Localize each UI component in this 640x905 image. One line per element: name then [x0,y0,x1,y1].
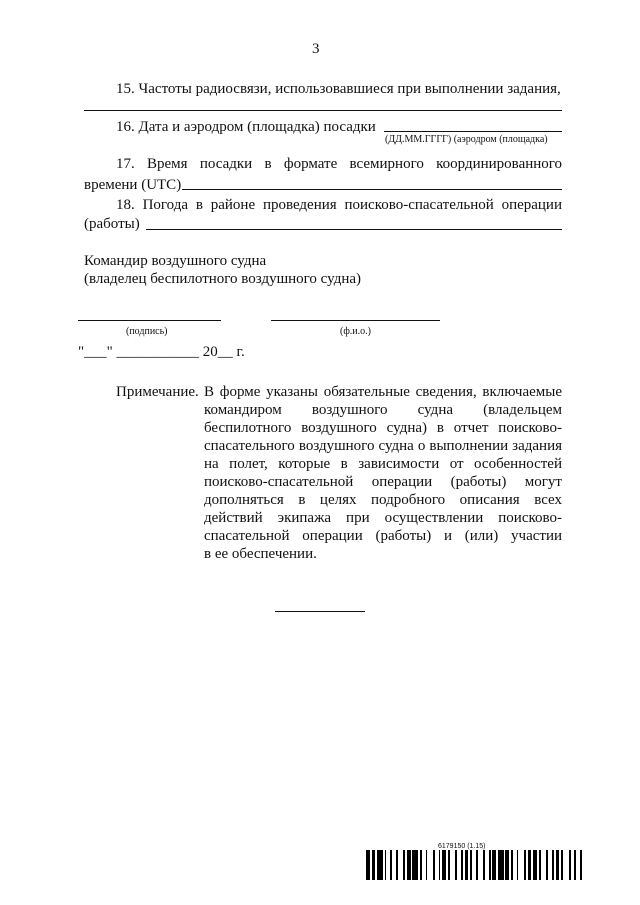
barcode-gap [582,850,584,880]
date-day-blank[interactable]: ___ [84,344,107,360]
date-year-prefix: 20 [202,344,218,360]
barcode-image [366,850,584,880]
note-line: беспилотного воздушного судна) в отчет поисково- [204,420,562,436]
note-line: спасательной операции (работы) и (или) участии [204,528,562,544]
note-line: спасательного воздушного судна о выполнении задания [204,438,562,454]
item16-blank-line[interactable] [384,131,562,132]
date-year-suffix: г. [236,344,245,360]
date-open-quote: " [78,344,85,360]
item17-word: в [264,156,272,172]
signature-line[interactable] [78,320,221,321]
date-close-quote: " [106,344,113,360]
note-line: поисково-спасательной операции (работы) могут [204,474,562,490]
item17-word: координированного [436,156,563,172]
barcode-code-text: 6179150 (1.15) [438,843,486,850]
date-year-blank[interactable]: __ [217,344,233,360]
commander-subtitle: (владелец беспилотного воздушного судна) [84,271,362,287]
date-month-blank[interactable]: ___________ [116,344,199,360]
item16-format-hint: (ДД.ММ.ГГГГ) (аэродром (площадка) [385,134,548,145]
item17-line1 [116,155,562,173]
note-last-line: в ее обеспечении. [204,546,317,562]
item17-word: посадки [199,156,253,172]
item17-word: всемирного [349,156,424,172]
note-line: действий экипажа при осуществлении поисково- [204,510,562,526]
full-name-line[interactable] [271,320,440,321]
item18-line2: (работы) [84,216,140,232]
item17-blank-line[interactable] [182,189,562,190]
date-line [78,343,245,361]
item18-word: районе [210,197,256,213]
note-line: командиром воздушного судна (владельцем [204,402,562,418]
full-name-caption: (ф.и.о.) [340,326,371,337]
item18-word: проведения [262,197,337,213]
note-line: дополняться в целях подробного описания всех [204,492,562,508]
item18-word: поисково-спасательной [344,197,494,213]
note-label: Примечание. [116,384,199,400]
item16-label: 16. Дата и аэродром (площадка) посадки [116,119,376,135]
item17-word: формате [283,156,338,172]
item18-word: в [195,197,203,213]
item18-word: 18. Погода [116,197,189,213]
note-line: В форме указаны обязательные сведения, включаемые [204,384,562,400]
page-number: 3 [312,41,320,57]
item18-line1 [116,196,562,214]
commander-title: Командир воздушного судна [84,253,267,269]
item15-label: 15. Частоты радиосвязи, использовавшиеся при выполнении задания, [116,81,561,97]
end-separator-line [275,611,365,612]
item15-blank-line[interactable] [84,110,562,111]
item18-word: операции [501,197,562,213]
signature-caption: (подпись) [126,326,168,337]
item18-blank-line[interactable] [146,229,562,230]
note-line: на полет, которые в зависимости от особенностей [204,456,562,472]
item17-line2: времени (UTC) [84,177,182,193]
item17-word: 17. Время [116,156,188,172]
note-body [204,383,562,563]
